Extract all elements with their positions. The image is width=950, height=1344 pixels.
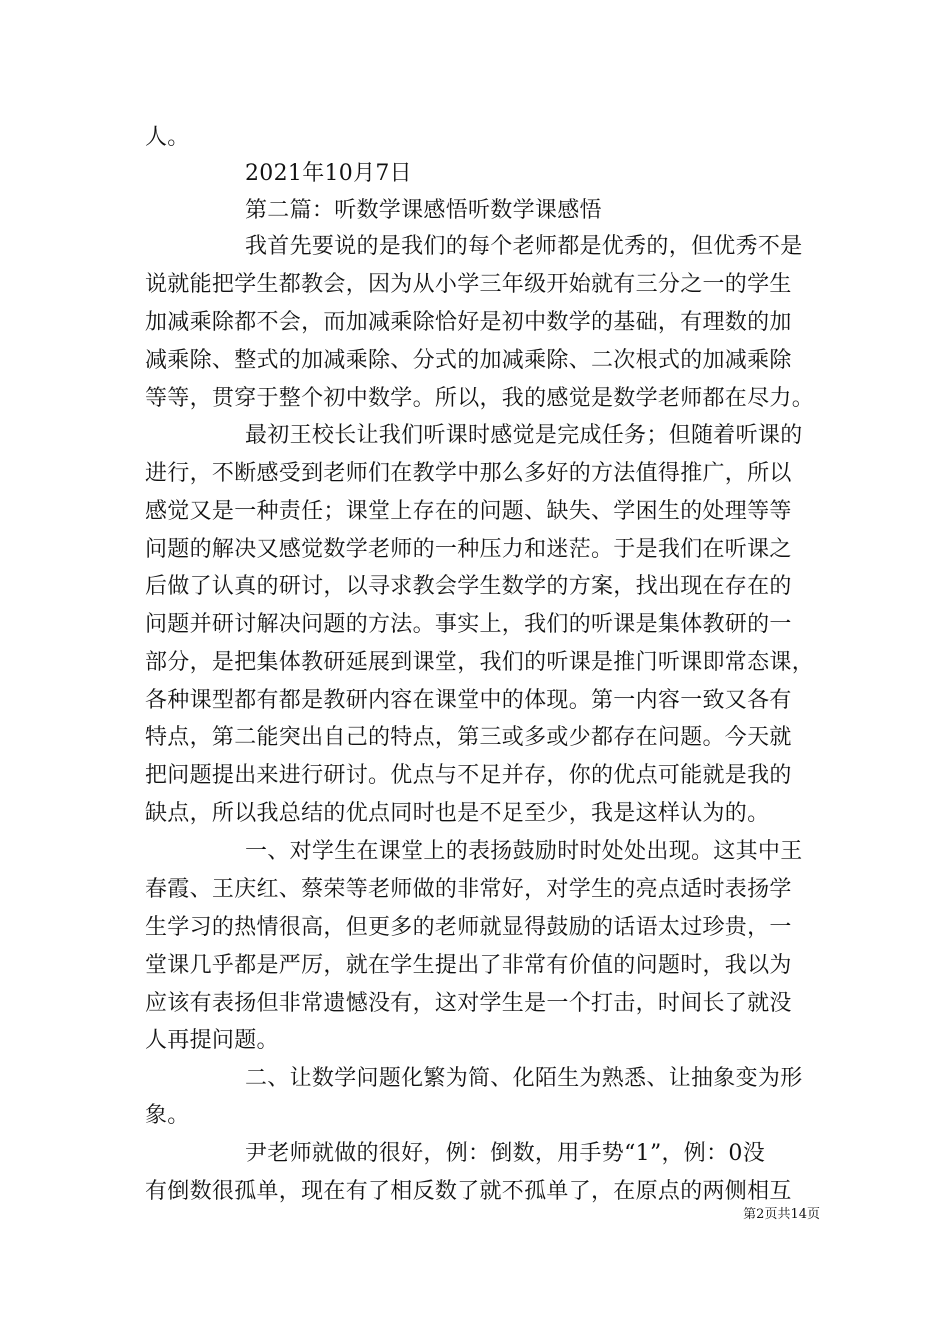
text-line: 进行，不断感受到老师们在教学中那么多好的方法值得推广，所以 [145,461,792,486]
text-line: 有倒数很孤单，现在有了相反数了就不孤单了，在原点的两侧相互 [145,1179,792,1204]
text-line: 缺点，所以我总结的优点同时也是不足至少，我是这样认为的。 [145,801,770,826]
text-line: 特点，第二能突出自己的特点，第三或多或少都存在问题。今天就 [145,725,792,750]
text-line: 象。 [145,1103,190,1128]
text-line: 后做了认真的研讨，以寻求教会学生数学的方案，找出现在存在的 [145,574,792,599]
text-line: 二、让数学问题化繁为简、化陌生为熟悉、让抽象变为形 [245,1066,803,1091]
text-line: 感觉又是一种责任；课堂上存在的问题、缺失、学困生的处理等等 [145,499,792,524]
text-line: 最初王校长让我们听课时感觉是完成任务；但随着听课的 [245,423,803,448]
text-line: 等等，贯穿于整个初中数学。所以，我的感觉是数学老师都在尽力。 [145,386,815,411]
text-line: 我首先要说的是我们的每个老师都是优秀的，但优秀不是 [245,234,803,259]
text-line: 生学习的热情很高，但更多的老师就显得鼓励的话语太过珍贵，一 [145,915,792,940]
text-line: 应该有表扬但非常遗憾没有，这对学生是一个打击，时间长了就没 [145,991,792,1016]
text-line: 部分，是把集体教研延展到课堂，我们的听课是推门听课即常态课， [145,650,815,675]
text-line: 人再提问题。 [145,1028,279,1053]
text-line: 说就能把学生都教会，因为从小学三年级开始就有三分之一的学生 [145,272,792,297]
text-line: 问题并研讨解决问题的方法。事实上，我们的听课是集体教研的一 [145,612,792,637]
date-line: 2021年10月7日 [245,161,412,186]
text-line: 各种课型都有都是教研内容在课堂中的体现。第一内容一致又各有 [145,688,792,713]
section-heading: 第二篇：听数学课感悟听数学课感悟 [245,198,602,223]
text-line: 把问题提出来进行研讨。优点与不足并存，你的优点可能就是我的 [145,763,792,788]
text-line: 人。 [145,125,190,150]
text-line: 问题的解决又感觉数学老师的一种压力和迷茫。于是我们在听课之 [145,537,792,562]
text-line: 一、对学生在课堂上的表扬鼓励时时处处出现。这其中王 [245,839,803,864]
text-line: 堂课几乎都是严厉，就在学生提出了非常有价值的问题时，我以为 [145,953,792,978]
text-line: 春霞、王庆红、蔡荣等老师做的非常好，对学生的亮点适时表扬学 [145,877,792,902]
text-line: 加减乘除都不会，而加减乘除恰好是初中数学的基础，有理数的加 [145,310,792,335]
page-number: 第2页共14页 [743,1207,820,1222]
text-line: 减乘除、整式的加减乘除、分式的加减乘除、二次根式的加减乘除 [145,348,792,373]
text-line: 尹老师就做的很好，例：倒数，用手势“1”，例：0没 [245,1141,765,1166]
